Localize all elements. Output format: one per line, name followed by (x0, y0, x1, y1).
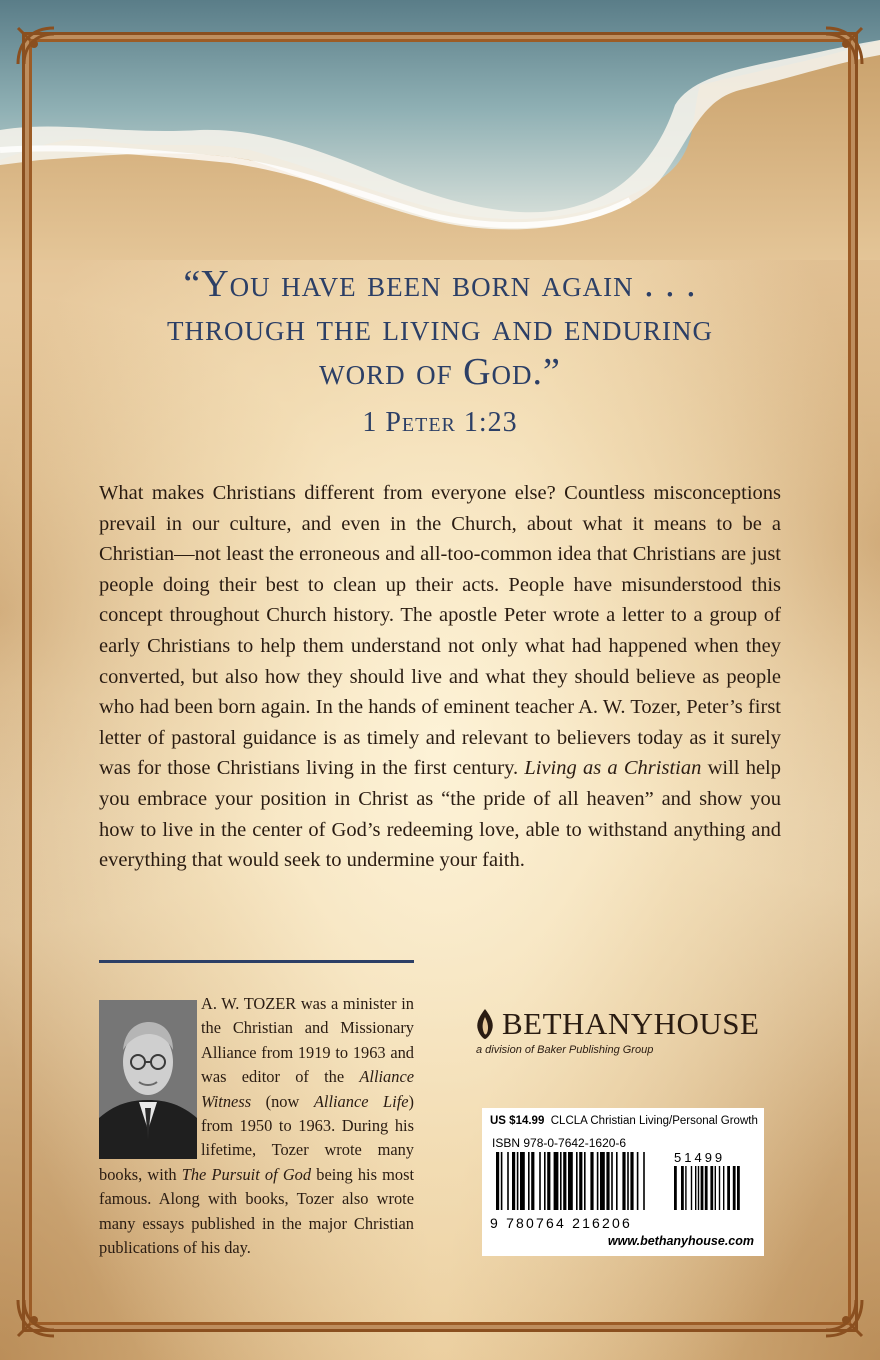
book-title: Living as a Christian (524, 757, 702, 780)
bio-text-2: (now (251, 1091, 314, 1111)
barcode-digits: 9 780764 216206 (490, 1215, 632, 1231)
bio-text-3: ) from 1950 to 1963. During his lifetime, Tozer wrote many books, with (99, 1091, 414, 1184)
divider (99, 960, 414, 963)
bio-ital-1: Alliance Witness (201, 1067, 414, 1111)
blurb-text-2: will help you embrace your position in Christ as “the pride of all heaven” and show you how to live in the center of God’s redeeming love, able to withstand anything and everything that would seek to undermine your faith. (99, 757, 781, 872)
barcode-bars (496, 1152, 752, 1216)
publisher-logo (474, 1006, 774, 1056)
corner-ornament-icon (820, 24, 866, 70)
bio-ital-2: Alliance Life (313, 1091, 409, 1111)
isbn: ISBN 978-0-7642-1620-6 (492, 1136, 627, 1150)
price: US $14.99 (490, 1115, 545, 1127)
price-code: 51499 (674, 1150, 726, 1165)
bio-text-1: A. W. TOZER was a minister in the Christian and Missionary Alliance from 1919 to 1963 and was editor of the (201, 994, 414, 1087)
quote-line-3: word of God.” (319, 351, 561, 393)
scripture-quote (80, 262, 800, 440)
category: CLCLA Christian Living/Personal Growth (550, 1115, 758, 1127)
publisher-name: BETHANYHOUSE (502, 1006, 760, 1041)
quote-line-1: “You have been born again . . . (183, 263, 697, 305)
corner-ornament-icon (14, 24, 60, 70)
quote-reference: 1 Peter 1:23 (362, 407, 518, 438)
bio-ital-3: The Pursuit of God (181, 1164, 312, 1184)
book-description (99, 478, 781, 876)
publisher-subtitle: a division of Baker Publishing Group (476, 1044, 654, 1056)
author-bio (99, 992, 414, 1260)
blurb-text-1: What makes Christians different from everyone else? Countless misconceptions prevail in our culture, and even in the Church, about what it means to be a Christian—not least the erroneous and all-too-common idea that Christians are just people doing their best to clean up their acts. People have misunderstood this concept throughout Church history. The apostle Peter wrote a letter to a group of early Christians to help them understand not only what had happened when they converted, but also how they should live and what they should believe as people who had been born again. In the hands of eminent teacher A. W. Tozer, Peter’s first letter of pastoral guidance is as timely and relevant to believers today as it surely was for those Christians living in the first century. (99, 482, 781, 780)
barcode-label (482, 1108, 764, 1256)
corner-ornament-icon (14, 1294, 60, 1340)
flame-icon (474, 1008, 496, 1040)
bio-text-4: being his most famous. Along with books, Tozer also wrote many essays published in the major Christian publications of his day. (99, 1164, 415, 1258)
corner-ornament-icon (820, 1294, 866, 1340)
quote-line-2: through the living and enduring (167, 307, 713, 349)
price-category (490, 1115, 758, 1127)
website-url: www.bethanyhouse.com (607, 1234, 754, 1248)
